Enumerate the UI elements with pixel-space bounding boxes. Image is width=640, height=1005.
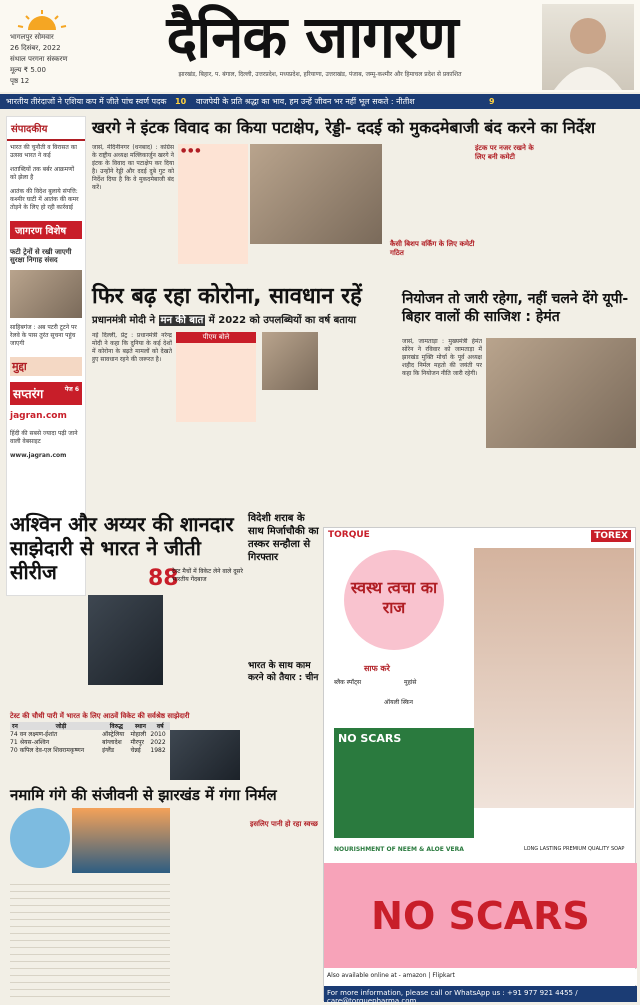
availability-bar — [324, 969, 637, 985]
saptarang-page: पेज 6 — [64, 386, 79, 393]
teaser-left[interactable]: भारतीय तीरंदाजों ने एशिया कप में जीते पांच स्वर्ण पदक — [6, 97, 167, 106]
mudda-label: मुद्दा — [10, 357, 82, 376]
jagran-com-label[interactable]: jagran.com — [10, 411, 67, 421]
pages: पृष्ठ 12 — [10, 77, 30, 85]
corona-headline[interactable]: फिर बढ़ रहा कोरोना, सावधान रहें — [92, 284, 362, 309]
features-title: साफ करे — [364, 664, 390, 673]
table-cell: 2010 — [150, 730, 166, 738]
sidebar-text-3: आतंक की विदेश बुलाये संपत्ति: कश्मीर घाटी में आतंक की कमर तोड़ने के लिए हो रही कार्रवाई — [10, 188, 79, 211]
china-headline[interactable]: भारत के साथ काम करने को तैयार : चीन — [248, 661, 319, 683]
ganga-box: इसलिए पानी हो रहा स्वच्छ — [250, 820, 318, 828]
sidebar-photo — [10, 270, 82, 318]
newspaper-title: दैनिक जागरण — [166, 3, 458, 71]
table-row — [10, 730, 170, 738]
col-header: जोड़ी — [55, 723, 67, 730]
table-cell: चेन्नई — [130, 747, 141, 754]
person-photo-icon — [542, 4, 634, 90]
publication-regions: झारखंड, बिहार, प. बंगाल, दिल्ली, उत्तरप्रदेश, मध्यप्रदेश, हरियाणा, उत्तराखंड, पंजाब, जम्मू-कश्मीर और हिमाचल प्रदेश से प्रकाशित — [178, 71, 462, 78]
cricket-stat-text: टेस्ट मैचों में विकेट लेने वाले दूसरे भारतीय गेंदबाज — [172, 568, 243, 583]
partnership-table-title: टेस्ट की चौथी पारी में भारत के लिए आठवें विकेट की सर्वश्रेष्ठ साझेदारी — [10, 712, 190, 720]
shop-links[interactable]: amazon | Flipkart — [402, 972, 455, 979]
lead-box-1: इंटक पर नजर रखने के लिए बनी कमेटी — [475, 144, 534, 161]
pm-says-label: पीएम बोले — [176, 332, 256, 343]
saptarang-label: सप्तरंग — [13, 387, 44, 401]
sunset-photo — [72, 808, 170, 873]
table-cell: मोहाली — [130, 731, 147, 738]
lead-body: जासं, मेदिनीनगर (धनबाद) : कांग्रेस के राष्ट्रीय अध्यक्ष मल्लिकार्जुन खरगे ने इंटक के विवाद का पटाक्षेप कर दिया है। उन्होंने रेड्डी और ददई दुबे गुट को निर्देश दिया है कि वे मुकदमेबाजी बंद करें। — [92, 144, 174, 191]
table-row — [10, 738, 170, 746]
table-row — [10, 746, 170, 754]
torex-brand: TOREX — [591, 530, 631, 542]
hemant-body: जासं, जामताड़ा : मुख्यमंत्री हेमंत सोरेन ने रविवार को जामताड़ा में झारखंड मुक्ति मोर्चा के पूर्व अध्यक्ष शहीद निर्मल महतो की जयंती पर कहा कि नियोजन नीति जारी रहेगी। — [402, 338, 482, 377]
big-brand-banner — [324, 863, 637, 968]
teaser-right[interactable]: वाजपेयी के प्रति श्रद्धा का भाव, हम उन्हें जीवन भर नहीं भूल सकते : नीतीश — [196, 97, 415, 106]
table-cell: बांग्लादेश — [102, 739, 122, 746]
pm-photo — [262, 332, 318, 390]
soap-text: LONG LASTING PREMIUM QUALITY SOAP — [524, 846, 625, 852]
namami-gange-logo — [10, 808, 70, 868]
player-photo — [170, 730, 240, 780]
date-line: भागलपुर सोमवार — [10, 33, 54, 41]
lead-photo — [250, 144, 382, 244]
nourish-text: NOURISHMENT OF NEEM & ALOE VERA — [334, 846, 464, 853]
corona-sub-post: में 2022 को उपलब्धियों का वर्ष बताया — [208, 315, 356, 326]
col-header: स्थान — [134, 723, 146, 730]
sidebar-feature-headline: फटी ट्रेनों से रखी जाएगी सुरक्षा निगाह संसद — [10, 248, 72, 264]
table-cell: 2022 — [150, 738, 166, 746]
col-header: विरुद्ध — [109, 723, 123, 730]
saptarang-box — [10, 382, 82, 405]
torex-advertisement[interactable] — [323, 527, 636, 1005]
mann-ki-baat-badge: मन की बात — [160, 315, 204, 326]
teaser-right-page: 9 — [489, 97, 495, 106]
ganga-body — [10, 878, 170, 998]
table-cell: 74 — [10, 730, 18, 738]
edition-info — [10, 32, 105, 87]
price: मूल्य ₹ 5.00 — [10, 66, 46, 74]
table-cell: मीरपुर — [130, 739, 144, 746]
table-cell: 70 — [10, 746, 18, 754]
feature-1: ब्लैक स्पॉट्स — [334, 679, 362, 686]
ganga-headline[interactable]: नमामि गंगे की संजीवनी से झारखंड में गंगा निर्मल — [10, 786, 277, 804]
torque-brand: TORQUE — [328, 530, 370, 540]
product-tubes: NO SCARS — [334, 728, 474, 838]
sun-logo-icon — [12, 8, 72, 30]
date: 26 दिसंबर, 2022 — [10, 44, 61, 52]
sidebar-heading: संपादकीय — [7, 117, 85, 141]
cricket-photo — [88, 595, 163, 685]
corona-sub-pre: प्रधानमंत्री मोदी ने — [92, 315, 156, 326]
cricket-stat: 88 — [148, 566, 179, 591]
table-cell: वन लक्ष्मण-ईशांत — [19, 731, 58, 738]
big-brand-text: NO SCARS — [371, 893, 590, 938]
sidebar-text-1: भारत की चुनौती व विरासत का उत्सव भारत ने कई — [10, 144, 77, 159]
sidebar-section-label: जागरण विशेष — [10, 221, 82, 239]
liquor-headline[interactable]: विदेशी शराब के साथ मिर्जाचौकी का तस्कर सन्हौला से गिरफ्तार — [248, 513, 319, 563]
table-cell: श्रेयस-अश्विन — [19, 739, 50, 746]
cricket-headline[interactable]: अश्विन और अय्यर की शानदार साझेदारी से भारत ने जीती सीरीज — [10, 512, 234, 584]
corona-body: नई दिल्ली, प्रेट्र : प्रधानमंत्री नरेन्द्र मोदी ने कहा कि दुनिया के कई देशों में कोरोना के बढ़ते मामलों को देखते हुए सावधान रहने की जरूरत है। — [92, 332, 172, 363]
lead-bullet-box: ● ● ● — [178, 144, 248, 264]
corona-subhead — [92, 312, 392, 326]
feature-3: ऑयली स्किन — [384, 699, 413, 706]
sidebar-text-2: शताब्दियों तक बर्बर आक्रमणों को झेला है — [10, 166, 75, 181]
col-header: वर्ष — [156, 723, 164, 730]
website-url[interactable]: www.jagran.com — [10, 452, 67, 459]
ad-model-photo — [474, 548, 634, 808]
edition: संथाल परगना संस्करण — [10, 55, 68, 63]
lead-headline[interactable]: खरगे ने इंटक विवाद का किया पटाक्षेप, रेड्डी- ददई को मुकदमेबाजी बंद करने का निर्देश — [92, 118, 596, 137]
table-header — [10, 722, 170, 730]
table-cell: इंग्लैंड — [102, 747, 115, 754]
jagran-com-text: हिंदी की सबसे ज्यादा पढ़ी जाने वाली वेबसाइट — [10, 430, 78, 445]
available-online: Also available online at - — [327, 972, 401, 979]
partnership-table — [10, 722, 170, 754]
sidebar-text-5: साहिबगंज : अब पटरी टूटने पर रेलवे के पास तुरंत सूचना पहुंच जाएगी — [10, 324, 77, 347]
teaser-left-page: 10 — [175, 97, 187, 106]
hemant-photo — [486, 338, 636, 448]
ad-tagline: स्वस्थ त्वचा का राज — [344, 550, 444, 650]
feature-2: मुहांसे — [404, 679, 417, 686]
hemant-headline[interactable]: नियोजन तो जारी रहेगा, नहीं चलने देंगे यूपी-बिहार वालों की साजिश : हेमंत — [402, 291, 629, 325]
corona-points-box — [176, 332, 256, 422]
table-cell: कपिल देव-एल शिवरामकृष्णन — [19, 747, 85, 754]
top-teaser-strip — [0, 94, 640, 109]
contact-bar[interactable]: For more information, please call or WhatsApp us : +91 977 921 4455 / care@torquepharma.com — [324, 986, 637, 1002]
table-cell: ऑस्ट्रेलिया — [102, 731, 125, 738]
ear-photo — [542, 4, 634, 90]
table-cell: 71 — [10, 738, 18, 746]
lead-box-2: कैसी बिशप वर्किंग के लिए कमेटी गठित — [390, 240, 475, 257]
table-cell: 1982 — [150, 746, 166, 754]
col-header: रन — [11, 723, 18, 730]
masthead — [0, 0, 640, 92]
